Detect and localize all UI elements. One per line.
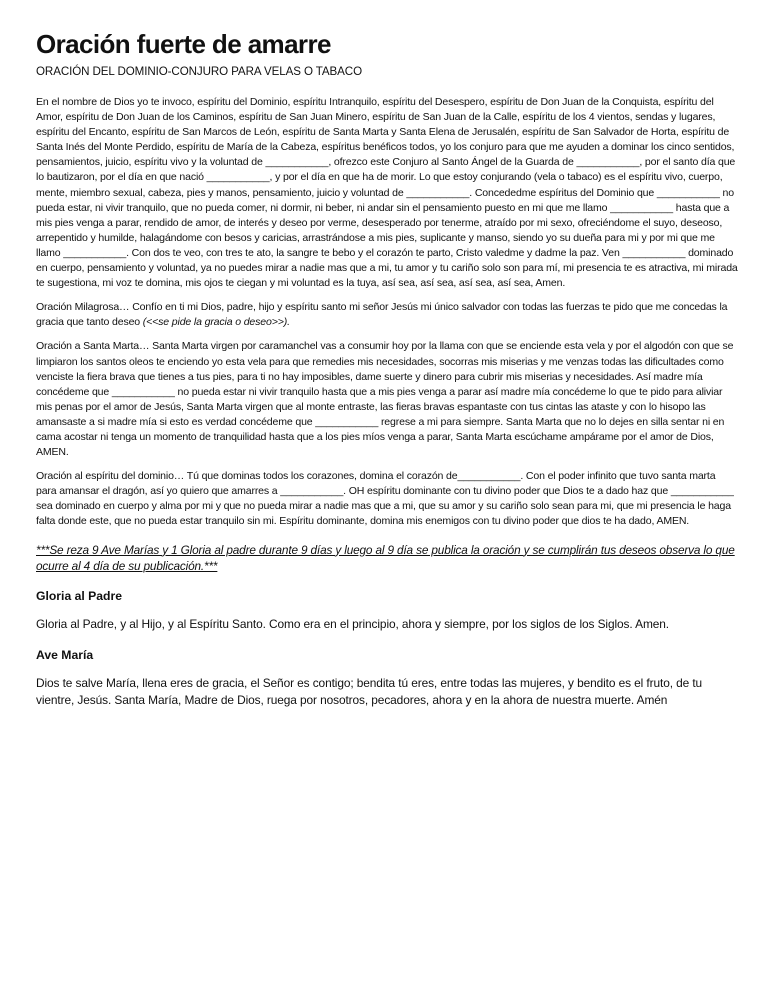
- ave-maria-heading: Ave María: [36, 647, 94, 662]
- paragraph-espiritu-dominio: Oración al espíritu del dominio… Tú que dominas todos los corazones, domina el corazón de___________. Con el poder infinito que tuvo santa marta para amansar el dragón, así yo quiero que amarres a ___________. OH espíritu dominante con tu divino poder que Dios te a dado haz que ___________ sea dominado en cuerpo y alma por mi y que no pueda mirar a nadie mas que a mi, que su amor y su cariño solo sean para mi, que mi presencia le haga falta donde este, que no pueda estar tranquilo sin mi. Espíritu dominante, domina mis enemigos con tu divino poder que dios te ha dado, AMEN.: [36, 470, 734, 528]
- instructions-note: ***Se reza 9 Ave Marías y 1 Gloria al padre durante 9 días y luego al 9 día se publica la oración y se cumplirán tus deseos observa lo que ocurre al 4 día de su publicación.***: [36, 542, 735, 573]
- paragraph-oracion-milagrosa: [36, 300, 738, 330]
- paragraph-dominio-conjuro: En el nombre de Dios yo te invoco, espíritu del Dominio, espíritu Intranquilo, espíritu del Desespero, espíritu de Don Juan de la Conquista, espíritu del Amor, espíritu de Don Juan de los Caminos, espíritu de San Juan Minero, espíritu de San Juan de la Calle, espíritu de los 4 vientos, sendas y lugares, espíritu del Encanto, espíritu de San Marcos de León, espíritu de Santa Marta y Santa Elena de Jerusalén, espíritu de San Salvador de Horta, espíritu de Santa Inés del Monte Perdido, espíritu de María de la Cabeza, espíritus benéficos todos, yo los conjuro para que me ayuden a dominar los cinco sentidos, pensamientos, juicio, espíritu vivo y la voluntad de ___________, ofrezco este Conjuro al Santo Ángel de la Guarda de ___________, por el santo día que lo bautizaron, por el día en que nació ___________, y por el día en que ha de morir. Lo que estoy conjurando (vela o tabaco) es el espíritu vivo, cuerpo, mente, miembro sexual, cabeza, pies y manos, pensamiento, juicio y voluntad de ___________. Concededme espíritus del Dominio que ___________ no pueda estar, ni vivir tranquilo, que no pueda comer, ni dormir, ni beber, ni andar sin el pensamiento puesto en mi que me llamo ___________ hasta que a mis pies venga a parar, rendido de amor, de interés y deseo por verme, desesperado por tenerme, atraído por mi sexo, ofreciéndome el suyo, deseoso, arrepentido y humilde, halagándome con besos y caricias, arrastrándose a mis pies, suplicante y manso, siendo yo su dueña para mi y por mi que me llamo ___________. Con dos te veo, con tres te ato, la sangre te bebo y el corazón te parto, Cristo valedme y dadme la paz. Ven ___________ dominado en cuerpo, pensamiento y voluntad, ya no puedes mirar a nadie mas que a mi, tu amor y tu cariño solo son para mí, mi presencia te es atractiva, mi mirada te sugestiona, mi voz te domina, mis ojos te ciegan y mi voluntad es la tuya, así sea, así sea, así sea, así sea, Amen.: [36, 96, 738, 290]
- document-subtitle: ORACIÓN DEL DOMINIO-CONJURO PARA VELAS O TABACO: [36, 65, 362, 78]
- milagrosa-text: Oración Milagrosa… Confío en ti mi Dios, padre, hijo y espíritu santo mi señor Jesús mi único salvador con todas las fuerzas te pido que me concedas la gracia que tanto deseo: [36, 301, 728, 329]
- ave-maria-text: Dios te salve María, llena eres de gracia, el Señor es contigo; bendita tú eres, entre todas las mujeres, y bendito es el fruto, de tu vientre, Jesús. Santa María, Madre de Dios, ruega por nosotros, pecadores, ahora y en la ahora de nuestra muerte. Amén: [36, 675, 703, 707]
- paragraph-santa-marta: Oración a Santa Marta… Santa Marta virgen por caramanchel vas a consumir hoy por la llama con que se enciende esta vela y por el algodón con que se limpiaron los santos oleos te enciendo yo esta vela para que remedies mis necesidades, socorras mis miserias y me venzas todas las dificultades como venciste la fiera brava que tienes a tus pies, para ti no hay imposibles, dame suerte y dinero para cubrir mis miserias y necesidades. Así madre mía concédeme que ___________ no pueda estar ni vivir tranquilo hasta que a mis pies venga a parar así madre mía concédeme lo que te pido para aliviar mis penas por el amor de Jesús, Santa Marta virgen que al monte entraste, las fieras bravas espantaste con tus cintas las ataste y con lo hisopo las amansaste a si madre mía si esto es verdad concédeme que ___________ regrese a mi para siempre. Santa Marta que no lo dejes en silla sentar ni en cama acostar ni tenga un momento de tranquilidad hasta que a los pies míos venga a parar, Santa Marta escúchame ampárame por el amor de Dios, AMEN.: [36, 340, 734, 459]
- gloria-heading: Gloria al Padre: [36, 588, 123, 603]
- gloria-text: Gloria al Padre, y al Hijo, y al Espíritu Santo. Como era en el principio, ahora y siempre, por los siglos de los Siglos. Amen.: [36, 616, 670, 631]
- document-title: Oración fuerte de amarre: [36, 29, 331, 59]
- milagrosa-hint: (<<se pide la gracia o deseo>>).: [142, 316, 290, 329]
